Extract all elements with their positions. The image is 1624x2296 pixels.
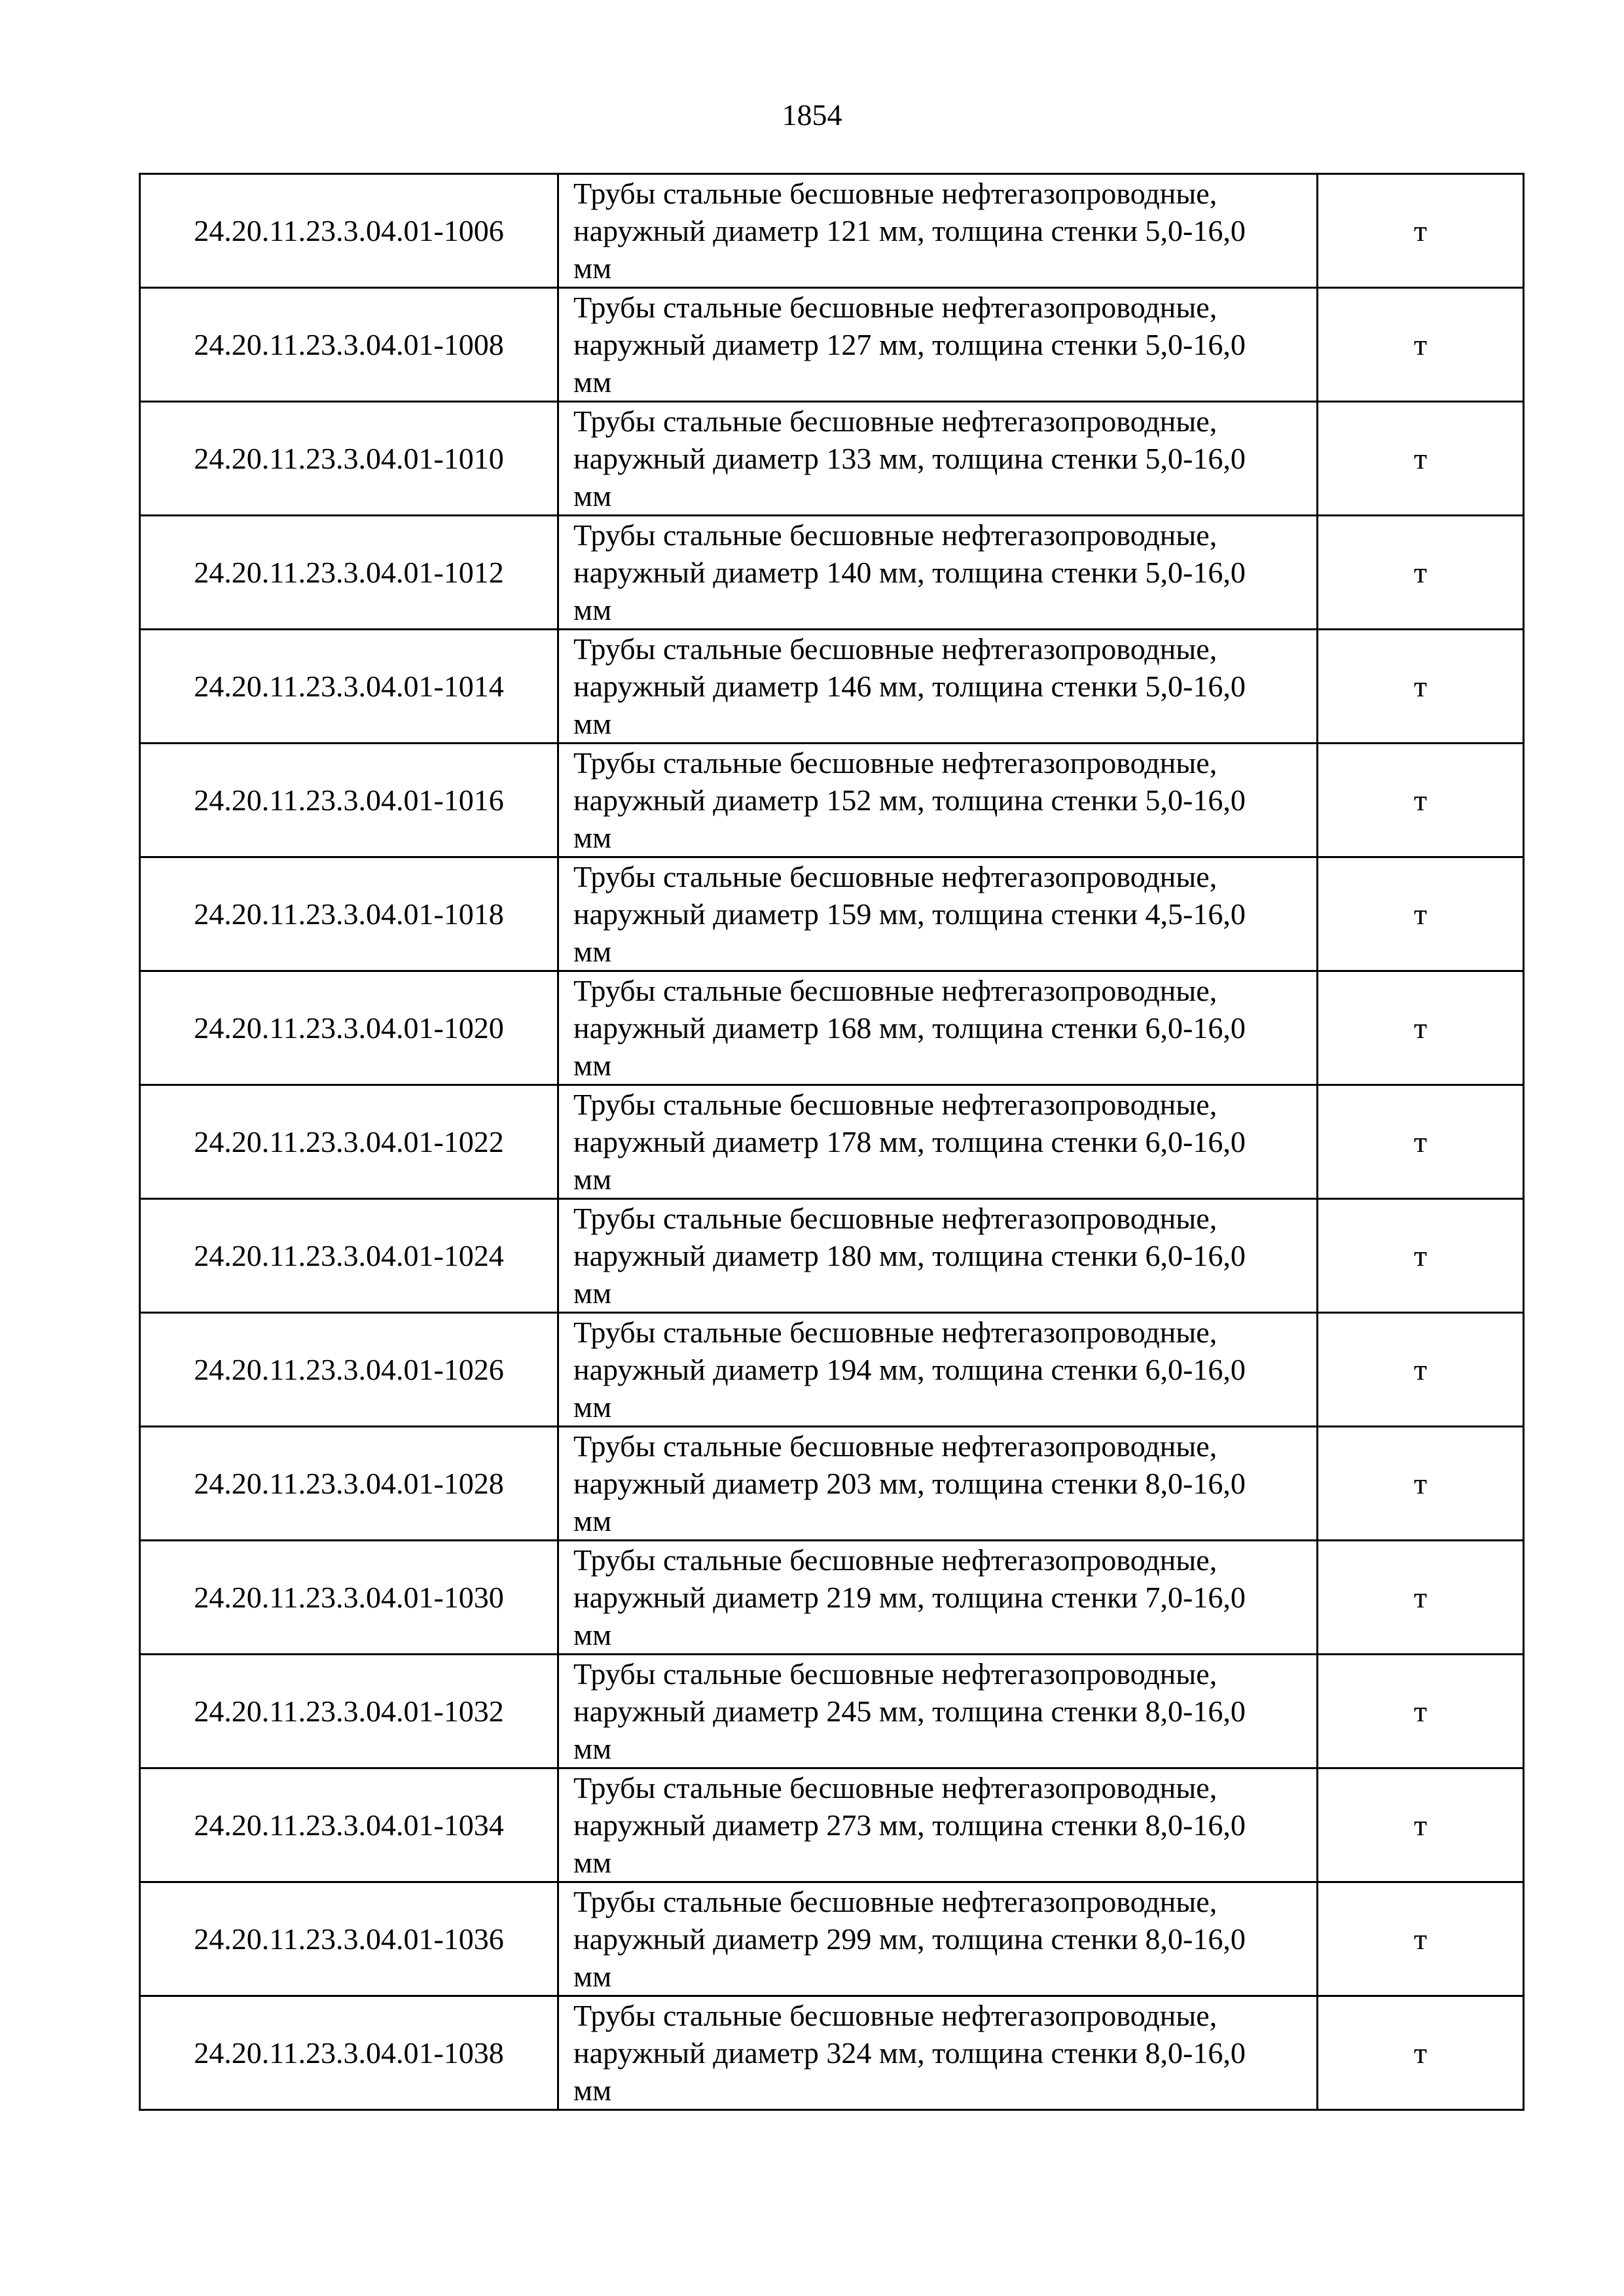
item-unit-cell: т	[1318, 1768, 1524, 1882]
item-description-line-1: Трубы стальные бесшовные нефтегазопроводные,	[573, 860, 1218, 893]
item-description-cell	[558, 1541, 1318, 1655]
item-description-cell	[558, 857, 1318, 971]
item-code-cell: 24.20.11.23.3.04.01-1028	[140, 1427, 558, 1541]
item-description-line-3: мм	[573, 1162, 612, 1196]
table-row	[140, 1541, 1524, 1655]
item-description-line-3: мм	[573, 1504, 612, 1537]
item-description-line-3: мм	[573, 2073, 612, 2107]
table-row	[140, 174, 1524, 288]
item-unit-cell: т	[1318, 857, 1524, 971]
item-code-cell: 24.20.11.23.3.04.01-1030	[140, 1541, 558, 1655]
item-code-cell: 24.20.11.23.3.04.01-1026	[140, 1313, 558, 1427]
item-code-cell: 24.20.11.23.3.04.01-1014	[140, 630, 558, 744]
item-description-line-1: Трубы стальные бесшовные нефтегазопроводные,	[573, 518, 1218, 552]
item-description-line-2: наружный диаметр 127 мм, толщина стенки 5,0-16,0	[573, 328, 1246, 361]
page-number: 1854	[782, 98, 842, 132]
table-row	[140, 971, 1524, 1085]
item-description-line-1: Трубы стальные бесшовные нефтегазопроводные,	[573, 1202, 1218, 1235]
item-description-line-1: Трубы стальные бесшовные нефтегазопроводные,	[573, 291, 1218, 324]
item-description-line-2: наружный диаметр 168 мм, толщина стенки 6,0-16,0	[573, 1011, 1246, 1045]
item-description-line-3: мм	[573, 479, 612, 512]
item-description-cell	[558, 1427, 1318, 1541]
item-description-line-3: мм	[573, 1049, 612, 1082]
item-description-line-3: мм	[573, 1732, 612, 1765]
table-row	[140, 1996, 1524, 2110]
item-code-cell: 24.20.11.23.3.04.01-1016	[140, 744, 558, 857]
item-unit-cell: т	[1318, 402, 1524, 516]
item-description-line-2: наружный диаметр 121 мм, толщина стенки 5,0-16,0	[573, 214, 1246, 247]
item-code-cell: 24.20.11.23.3.04.01-1020	[140, 971, 558, 1085]
materials-table	[139, 173, 1525, 2111]
item-description-line-3: мм	[573, 251, 612, 285]
item-unit-cell: т	[1318, 174, 1524, 288]
item-description-cell	[558, 288, 1318, 402]
item-description-line-3: мм	[573, 593, 612, 626]
table-row	[140, 516, 1524, 630]
item-description-line-1: Трубы стальные бесшовные нефтегазопроводные,	[573, 1657, 1218, 1691]
item-unit-cell: т	[1318, 971, 1524, 1085]
table-row	[140, 1655, 1524, 1768]
item-description-line-1: Трубы стальные бесшовные нефтегазопроводные,	[573, 746, 1218, 780]
item-description-line-3: мм	[573, 1846, 612, 1879]
table-row	[140, 1199, 1524, 1313]
item-description-line-2: наружный диаметр 159 мм, толщина стенки 4,5-16,0	[573, 897, 1246, 931]
item-code-cell: 24.20.11.23.3.04.01-1036	[140, 1882, 558, 1996]
item-description-line-3: мм	[573, 707, 612, 740]
item-description-line-1: Трубы стальные бесшовные нефтегазопроводные,	[573, 1543, 1218, 1577]
item-description-cell	[558, 630, 1318, 744]
item-description-cell	[558, 1199, 1318, 1313]
item-unit-cell: т	[1318, 1427, 1524, 1541]
item-description-line-3: мм	[573, 1960, 612, 1993]
item-description-cell	[558, 174, 1318, 288]
item-code-cell: 24.20.11.23.3.04.01-1006	[140, 174, 558, 288]
item-description-line-3: мм	[573, 365, 612, 399]
table-row	[140, 857, 1524, 971]
item-description-line-3: мм	[573, 1618, 612, 1651]
item-code-cell: 24.20.11.23.3.04.01-1038	[140, 1996, 558, 2110]
table-row	[140, 630, 1524, 744]
item-description-cell	[558, 1882, 1318, 1996]
item-unit-cell: т	[1318, 1541, 1524, 1655]
item-description-cell	[558, 516, 1318, 630]
item-description-line-2: наружный диаметр 178 мм, толщина стенки 6,0-16,0	[573, 1125, 1246, 1158]
item-description-line-2: наружный диаметр 180 мм, толщина стенки 6,0-16,0	[573, 1239, 1246, 1272]
item-unit-cell: т	[1318, 1655, 1524, 1768]
item-description-line-1: Трубы стальные бесшовные нефтегазопроводные,	[573, 1771, 1218, 1804]
item-unit-cell: т	[1318, 1882, 1524, 1996]
table-row	[140, 1085, 1524, 1199]
item-code-cell: 24.20.11.23.3.04.01-1024	[140, 1199, 558, 1313]
item-description-line-2: наружный диаметр 152 мм, толщина стенки 5,0-16,0	[573, 783, 1246, 817]
item-description-cell	[558, 1085, 1318, 1199]
item-description-line-1: Трубы стальные бесшовные нефтегазопроводные,	[573, 1429, 1218, 1463]
item-description-line-2: наружный диаметр 219 мм, толщина стенки 7,0-16,0	[573, 1581, 1246, 1614]
item-description-line-2: наружный диаметр 194 мм, толщина стенки 6,0-16,0	[573, 1353, 1246, 1386]
item-unit-cell: т	[1318, 1313, 1524, 1427]
item-unit-cell: т	[1318, 630, 1524, 744]
item-code-cell: 24.20.11.23.3.04.01-1034	[140, 1768, 558, 1882]
table-row	[140, 1882, 1524, 1996]
item-description-line-3: мм	[573, 935, 612, 968]
item-code-cell: 24.20.11.23.3.04.01-1032	[140, 1655, 558, 1768]
item-unit-cell: т	[1318, 1199, 1524, 1313]
item-description-line-2: наружный диаметр 273 мм, толщина стенки 8,0-16,0	[573, 1808, 1246, 1842]
item-description-cell	[558, 1313, 1318, 1427]
item-description-line-2: наружный диаметр 324 мм, толщина стенки 8,0-16,0	[573, 2036, 1246, 2070]
table-row	[140, 402, 1524, 516]
table-row	[140, 1313, 1524, 1427]
item-description-line-1: Трубы стальные бесшовные нефтегазопроводные,	[573, 404, 1218, 438]
item-code-cell: 24.20.11.23.3.04.01-1008	[140, 288, 558, 402]
table-body	[140, 174, 1524, 2110]
table-row	[140, 744, 1524, 857]
item-description-cell	[558, 1768, 1318, 1882]
item-description-line-3: мм	[573, 821, 612, 854]
item-unit-cell: т	[1318, 1085, 1524, 1199]
item-code-cell: 24.20.11.23.3.04.01-1022	[140, 1085, 558, 1199]
table-row	[140, 1768, 1524, 1882]
item-description-line-2: наружный диаметр 245 мм, толщина стенки 8,0-16,0	[573, 1695, 1246, 1728]
item-unit-cell: т	[1318, 516, 1524, 630]
item-description-line-3: мм	[573, 1276, 612, 1310]
item-description-line-2: наружный диаметр 140 мм, толщина стенки 5,0-16,0	[573, 556, 1246, 589]
item-description-cell	[558, 1655, 1318, 1768]
item-description-line-1: Трубы стальные бесшовные нефтегазопроводные,	[573, 1999, 1218, 2032]
item-code-cell: 24.20.11.23.3.04.01-1018	[140, 857, 558, 971]
table-row	[140, 288, 1524, 402]
table-row	[140, 1427, 1524, 1541]
item-description-line-2: наружный диаметр 133 мм, толщина стенки 5,0-16,0	[573, 442, 1246, 475]
item-code-cell: 24.20.11.23.3.04.01-1010	[140, 402, 558, 516]
item-unit-cell: т	[1318, 288, 1524, 402]
item-description-cell	[558, 1996, 1318, 2110]
item-description-line-3: мм	[573, 1390, 612, 1424]
item-description-line-1: Трубы стальные бесшовные нефтегазопроводные,	[573, 974, 1218, 1007]
item-description-line-1: Трубы стальные бесшовные нефтегазопроводные,	[573, 1088, 1218, 1121]
item-code-cell: 24.20.11.23.3.04.01-1012	[140, 516, 558, 630]
item-unit-cell: т	[1318, 744, 1524, 857]
item-unit-cell: т	[1318, 1996, 1524, 2110]
item-description-line-2: наружный диаметр 299 мм, толщина стенки 8,0-16,0	[573, 1922, 1246, 1956]
item-description-cell	[558, 744, 1318, 857]
item-description-line-1: Трубы стальные бесшовные нефтегазопроводные,	[573, 1316, 1218, 1349]
item-description-line-1: Трубы стальные бесшовные нефтегазопроводные,	[573, 177, 1218, 210]
item-description-cell	[558, 971, 1318, 1085]
item-description-line-2: наружный диаметр 146 мм, толщина стенки 5,0-16,0	[573, 670, 1246, 703]
item-description-line-1: Трубы стальные бесшовные нефтегазопроводные,	[573, 1885, 1218, 1918]
item-description-line-1: Трубы стальные бесшовные нефтегазопроводные,	[573, 632, 1218, 666]
item-description-line-2: наружный диаметр 203 мм, толщина стенки 8,0-16,0	[573, 1467, 1246, 1500]
item-description-cell	[558, 402, 1318, 516]
